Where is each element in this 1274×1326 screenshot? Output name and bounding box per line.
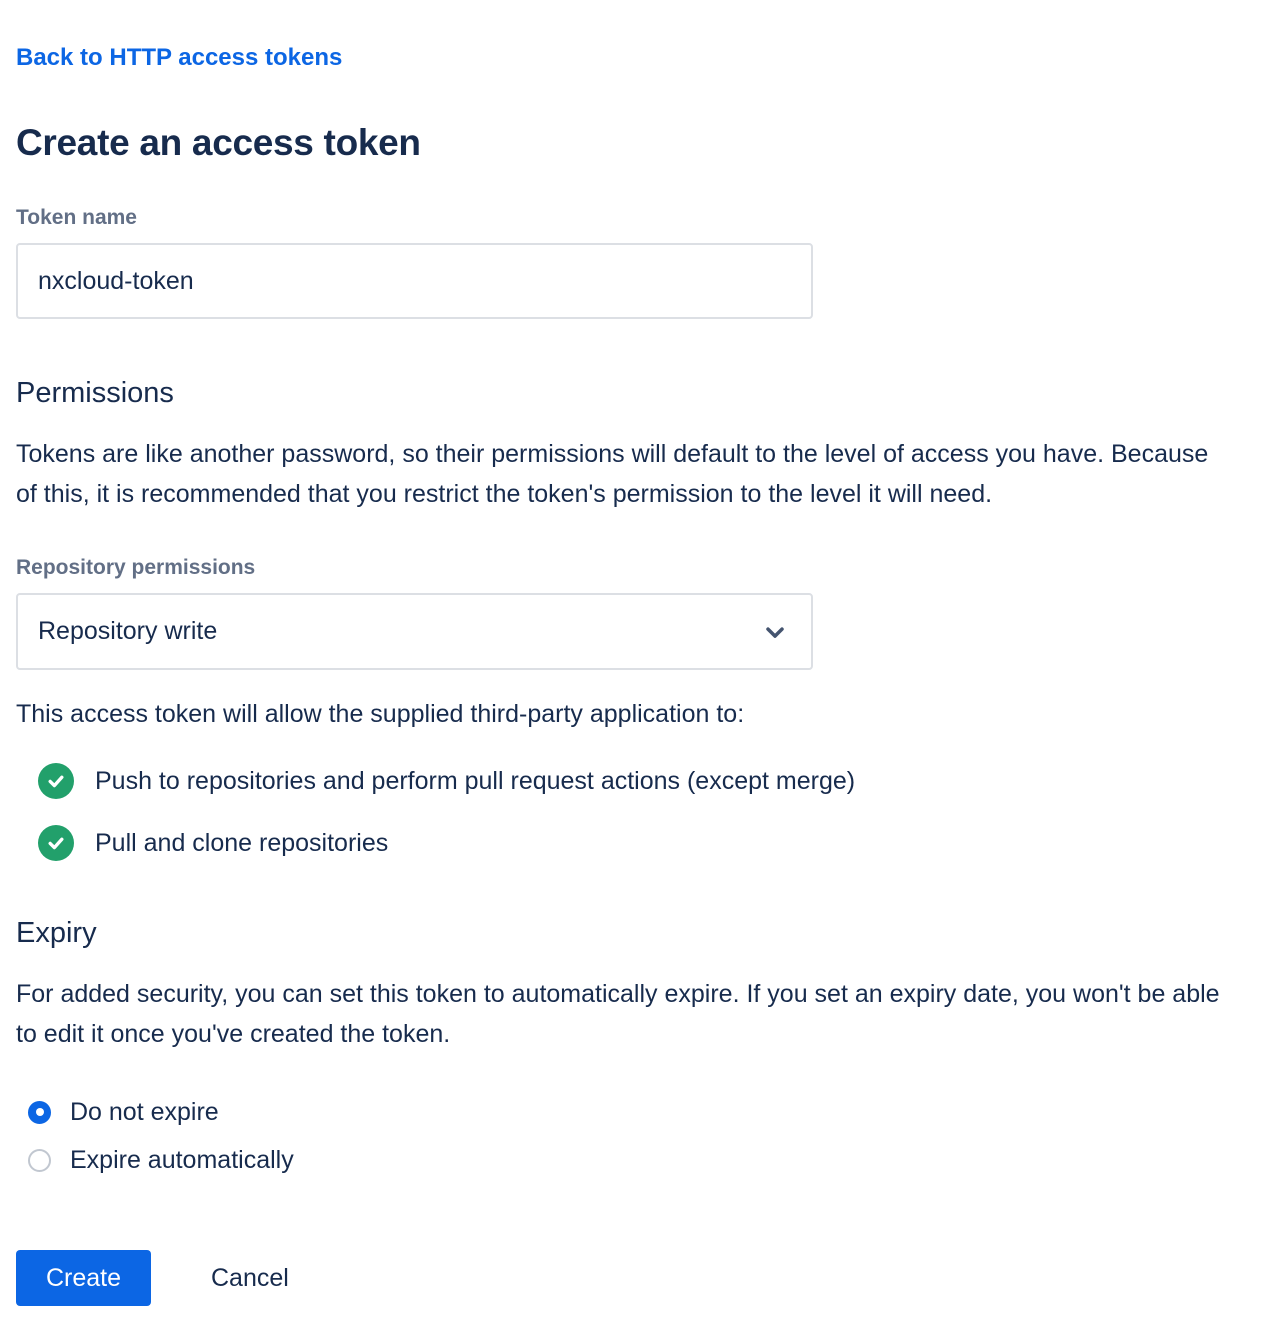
cancel-button[interactable]: Cancel [191, 1254, 309, 1303]
radio-label: Do not expire [70, 1097, 219, 1126]
create-button[interactable]: Create [16, 1250, 151, 1306]
check-circle-icon [38, 763, 74, 799]
repository-permissions-label: Repository permissions [16, 556, 256, 579]
page-title: Create an access token [16, 122, 421, 163]
expiry-description: For added security, you can set this token to automatically expire. If you set an expiry date, you won't be able to edit it once you've created the token. [16, 980, 1220, 1048]
list-item [16, 763, 1242, 799]
repository-permissions-select[interactable] [16, 593, 813, 670]
radio-label: Expire automatically [70, 1145, 294, 1174]
radio-option-do-not-expire[interactable] [16, 1088, 1242, 1136]
radio-selected-icon[interactable] [28, 1101, 51, 1124]
token-name-input[interactable] [16, 243, 813, 319]
expiry-radio-group [16, 1088, 1242, 1184]
check-circle-icon [38, 825, 74, 861]
form-actions [16, 1250, 1242, 1306]
permissions-description: Tokens are like another password, so their permissions will default to the level of access you have. Because of this, it is recommended that you restrict the token's permission to the level it will need. [16, 440, 1209, 508]
capability-text: Pull and clone repositories [95, 828, 389, 857]
back-to-http-access-tokens-link[interactable]: Back to HTTP access tokens [16, 44, 343, 71]
list-item [16, 825, 1242, 861]
radio-option-expire-automatically[interactable] [16, 1136, 1242, 1184]
token-name-label: Token name [16, 206, 137, 229]
radio-unselected-icon[interactable] [28, 1149, 51, 1172]
capability-text: Push to repositories and perform pull request actions (except merge) [95, 766, 856, 795]
allow-intro-text: This access token will allow the supplied third-party application to: [16, 700, 745, 728]
chevron-down-icon [761, 618, 789, 646]
repository-permissions-selected-value: Repository write [38, 617, 218, 645]
capability-list [16, 763, 1242, 861]
expiry-heading: Expiry [16, 917, 97, 949]
permissions-heading: Permissions [16, 377, 174, 409]
